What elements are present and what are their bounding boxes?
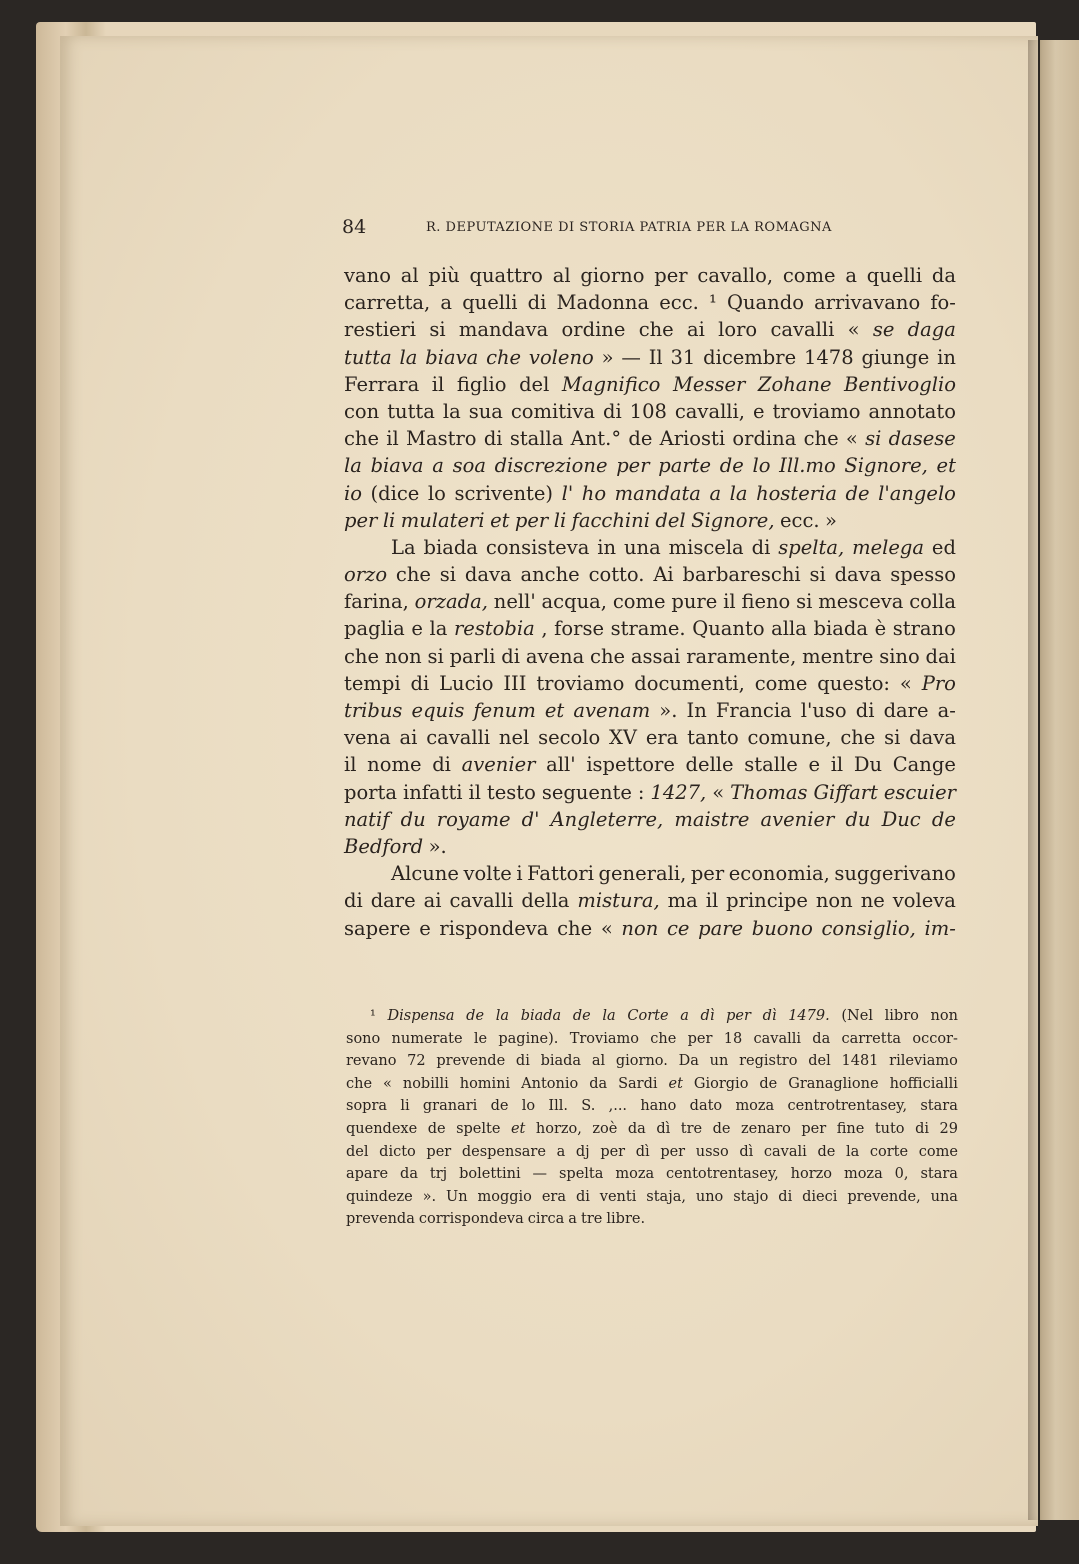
footnote-line: sono numerate le pagine). Troviamo che per 18 cavalli da carretta occor- bbox=[346, 1030, 958, 1047]
footnote-line: sopra li granari de lo Ill. S. ,... hano dato moza centrotrentasey, stara bbox=[346, 1098, 958, 1115]
footnote-line: ¹ Dispensa de la biada de la Corte a dì per dì 1479. (Nel libro non bbox=[370, 1008, 958, 1024]
body-line: paglia e la restobia , forse strame. Quanto alla biada è strano bbox=[344, 617, 956, 641]
body-line: il nome di avenier all' ispettore delle stalle e il Du Cange bbox=[344, 753, 956, 777]
body-line: Bedford ». bbox=[344, 834, 447, 858]
page-header bbox=[342, 216, 962, 240]
footnote bbox=[346, 1005, 958, 1231]
body-line: Ferrara il figlio del Magnifico Messer Zohane Bentivoglio bbox=[344, 372, 956, 396]
footnote-line: quindeze ». Un moggio era di venti staja, uno stajo di dieci prevende, una bbox=[346, 1188, 958, 1205]
body-line: di dare ai cavalli della mistura, ma il principe non ne voleva bbox=[344, 889, 956, 913]
body-line: io (dice lo scrivente) l' ho mandata a la hosteria de l'angelo bbox=[344, 481, 956, 505]
body-line: La biada consisteva in una miscela di spelta, melega ed bbox=[391, 535, 956, 559]
body-line: restieri si mandava ordine che ai loro cavalli « se daga bbox=[344, 318, 956, 342]
body-line: che non si parli di avena che assai raramente, mentre sino dai bbox=[344, 644, 956, 668]
footnote-line: quendexe de spelte et horzo, zoè da dì tre de zenaro per fine tuto di 29 bbox=[346, 1120, 958, 1137]
body-line: natif du royame d' Angleterre, maistre avenier du Duc de bbox=[344, 807, 956, 831]
body-line: tribus equis fenum et avenam ». In Francia l'uso di dare a- bbox=[344, 699, 956, 722]
running-title: R. DEPUTAZIONE DI STORIA PATRIA PER LA ROMAGNA bbox=[426, 220, 832, 235]
facing-page-edge bbox=[1040, 40, 1079, 1520]
body-line: sapere e rispondeva che « non ce pare buono consiglio, im- bbox=[344, 916, 956, 940]
body-line: vano al più quattro al giorno per cavallo, come a quelli da bbox=[344, 264, 956, 287]
body-line: carretta, a quelli di Madonna ecc. ¹ Quando arrivavano fo- bbox=[344, 291, 956, 315]
body-line: la biava a soa discrezione per parte de lo Ill.mo Signore, et bbox=[344, 454, 956, 478]
footnote-line: revano 72 prevende di biada al giorno. Da un registro del 1481 rileviamo bbox=[346, 1053, 958, 1070]
footnote-line: apare da trj bolettini — spelta moza centotrentasey, horzo moza 0, stara bbox=[346, 1166, 958, 1183]
body-line: tutta la biava che voleno » — Il 31 dicembre 1478 giunge in bbox=[344, 345, 956, 369]
body-line: orzo che si dava anche cotto. Ai barbareschi si dava spesso bbox=[344, 563, 956, 587]
body-line: con tutta la sua comitiva di 108 cavalli, e troviamo annotato bbox=[344, 399, 956, 423]
body-line: per li mulateri et per li facchini del Signore, ecc. » bbox=[344, 508, 837, 532]
body-line: tempi di Lucio III troviamo documenti, come questo: « Pro bbox=[344, 671, 956, 695]
page-number: 84 bbox=[342, 216, 367, 238]
body-line: farina, orzada, nell' acqua, come pure il fieno si mesceva colla bbox=[344, 590, 956, 614]
body-line: che il Mastro di stalla Ant.° de Ariosti ordina che « si dasese bbox=[344, 427, 956, 451]
body-line: porta infatti il testo seguente : 1427, « Thomas Giffart escuier bbox=[344, 780, 956, 804]
body-line: vena ai cavalli nel secolo XV era tanto comune, che si dava bbox=[344, 726, 956, 750]
footnote-line: prevenda corrispondeva circa a tre libre. bbox=[346, 1211, 646, 1228]
gutter-shadow bbox=[1028, 40, 1042, 1520]
footnote-line: del dicto per despensare a dj per dì per usso dì cavali de la corte come bbox=[346, 1143, 958, 1160]
body-line: Alcune volte i Fattori generali, per economia, suggerivano bbox=[391, 862, 956, 886]
footnote-line: che « nobilli homini Antonio da Sardi et Giorgio de Granaglione hofficialli bbox=[346, 1075, 958, 1092]
body-text bbox=[344, 262, 956, 942]
